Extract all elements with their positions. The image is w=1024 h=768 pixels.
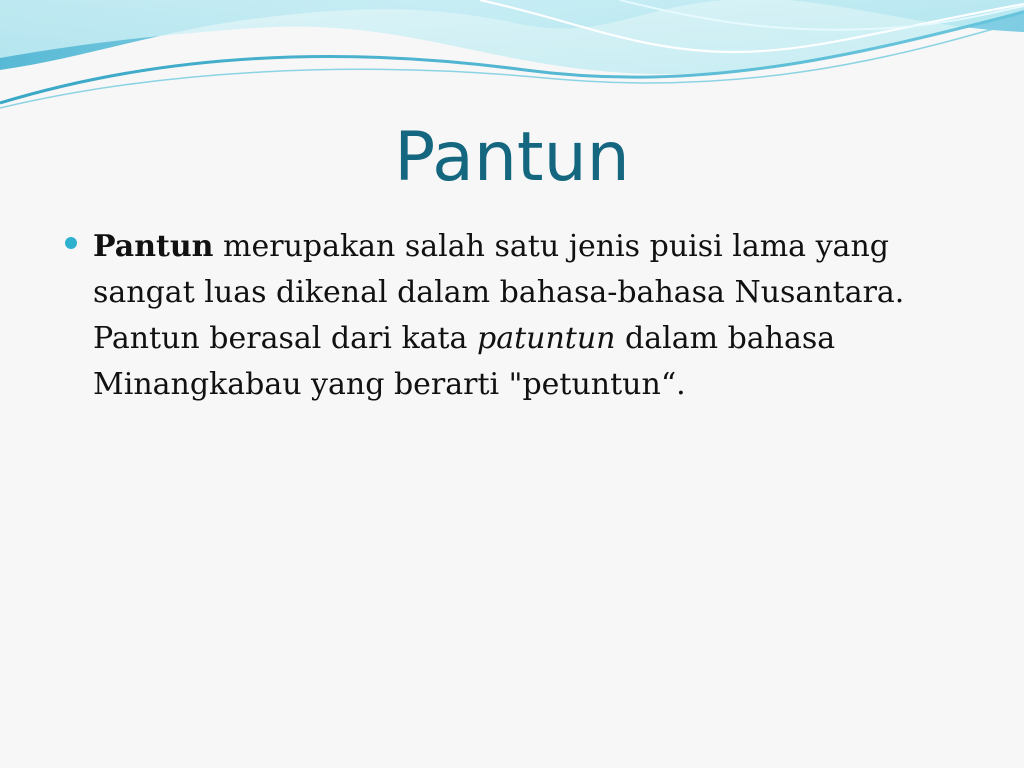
bold-term: Pantun xyxy=(93,229,214,264)
bullet-text-part-1: merupakan salah satu jenis puisi lama yang sangat luas dikenal dalam bahasa-bahasa Nusantara. Pantun berasal dari kata xyxy=(93,229,905,356)
decorative-wave-header xyxy=(0,0,1024,130)
slide-content xyxy=(62,224,962,408)
bullet-text xyxy=(93,224,938,408)
italic-term: patuntun xyxy=(476,321,616,356)
slide-title: Pantun xyxy=(394,118,630,197)
bullet-dot-icon xyxy=(65,237,77,249)
bullet-text-part-2: dalam bahasa Minangkabau yang berarti "petuntun“. xyxy=(93,321,836,402)
bullet-item xyxy=(62,224,962,408)
